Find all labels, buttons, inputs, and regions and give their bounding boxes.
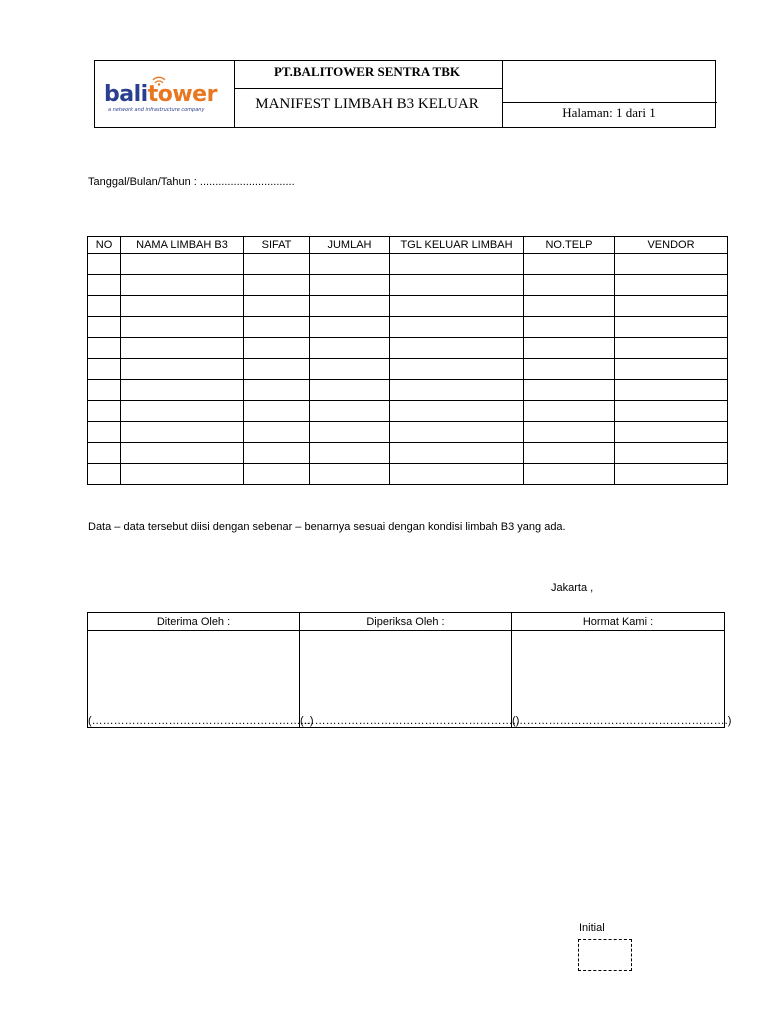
table-cell[interactable]: [88, 443, 121, 464]
signature-line: (…………………………………………………...): [88, 715, 314, 727]
table-cell[interactable]: [390, 401, 524, 422]
signature-table: [87, 612, 732, 728]
initial-label: Initial: [579, 922, 605, 934]
form-title: MANIFEST LIMBAH B3 KELUAR: [255, 96, 479, 112]
table-cell[interactable]: [390, 380, 524, 401]
table-cell[interactable]: [310, 338, 390, 359]
table-cell[interactable]: [310, 254, 390, 275]
table-cell[interactable]: [244, 401, 310, 422]
table-cell[interactable]: [615, 275, 728, 296]
table-row: [88, 422, 728, 443]
table-cell[interactable]: [310, 359, 390, 380]
waste-manifest-table: [87, 236, 728, 485]
table-row: [88, 464, 728, 485]
table-cell[interactable]: [244, 338, 310, 359]
signature-header-regards: Hormat Kami :: [512, 613, 725, 631]
table-cell[interactable]: [390, 443, 524, 464]
table-cell[interactable]: [244, 464, 310, 485]
table-cell[interactable]: [88, 296, 121, 317]
column-header-nama-limbah: NAMA LIMBAH B3: [121, 237, 244, 254]
table-row: [88, 296, 728, 317]
signature-row: [88, 631, 725, 728]
table-cell[interactable]: [244, 254, 310, 275]
table-cell[interactable]: [121, 422, 244, 443]
table-cell[interactable]: [310, 275, 390, 296]
date-line: Tanggal/Bulan/Tahun : ...............................: [88, 176, 295, 188]
balitower-logo: [104, 74, 228, 118]
table-cell[interactable]: [121, 464, 244, 485]
table-cell[interactable]: [121, 317, 244, 338]
table-cell[interactable]: [390, 422, 524, 443]
table-cell[interactable]: [390, 317, 524, 338]
table-cell[interactable]: [390, 296, 524, 317]
table-cell[interactable]: [615, 296, 728, 317]
signature-line: (………………………………………………….): [512, 715, 732, 727]
column-header-sifat: SIFAT: [244, 237, 310, 254]
initial-box[interactable]: [578, 939, 632, 971]
table-cell[interactable]: [244, 422, 310, 443]
table-cell[interactable]: [615, 443, 728, 464]
table-cell[interactable]: [615, 464, 728, 485]
table-cell[interactable]: [121, 401, 244, 422]
signature-cell-checked[interactable]: [300, 631, 520, 728]
table-row: [88, 254, 728, 275]
table-cell[interactable]: [310, 443, 390, 464]
signature-cell-regards[interactable]: [512, 631, 732, 728]
table-cell[interactable]: [121, 380, 244, 401]
table-cell[interactable]: [615, 338, 728, 359]
table-cell[interactable]: [310, 422, 390, 443]
logo-tagline: a network and infrastructure company: [108, 107, 205, 113]
table-cell[interactable]: [121, 254, 244, 275]
table-cell[interactable]: [524, 401, 615, 422]
table-cell[interactable]: [244, 296, 310, 317]
table-cell[interactable]: [121, 338, 244, 359]
table-cell[interactable]: [244, 380, 310, 401]
table-cell[interactable]: [88, 359, 121, 380]
table-cell[interactable]: [390, 464, 524, 485]
column-header-jumlah: JUMLAH: [310, 237, 390, 254]
signature-header-checked: Diperiksa Oleh :: [300, 613, 512, 631]
header-divider: [234, 88, 502, 89]
table-cell[interactable]: [88, 317, 121, 338]
table-cell[interactable]: [615, 317, 728, 338]
table-row: [88, 359, 728, 380]
table-cell[interactable]: [524, 443, 615, 464]
table-cell[interactable]: [244, 317, 310, 338]
table-row: [88, 401, 728, 422]
table-cell[interactable]: [524, 422, 615, 443]
table-cell[interactable]: [244, 443, 310, 464]
table-row: [88, 338, 728, 359]
table-cell[interactable]: [121, 443, 244, 464]
table-cell[interactable]: [615, 401, 728, 422]
declaration-note: Data – data tersebut diisi dengan sebenar – benarnya sesuai dengan kondisi limbah B3 yang ada.: [88, 521, 566, 533]
table-cell[interactable]: [524, 359, 615, 380]
table-cell[interactable]: [524, 296, 615, 317]
column-header-no-telp: NO.TELP: [524, 237, 615, 254]
table-cell[interactable]: [390, 359, 524, 380]
signature-header-row: [88, 613, 725, 631]
signature-header-received: Diterima Oleh :: [88, 613, 300, 631]
page-info: Halaman: 1 dari 1: [562, 105, 656, 120]
table-cell[interactable]: [615, 380, 728, 401]
table-row: [88, 317, 728, 338]
table-cell[interactable]: [524, 380, 615, 401]
table-cell[interactable]: [310, 296, 390, 317]
table-cell[interactable]: [390, 275, 524, 296]
table-cell[interactable]: [310, 464, 390, 485]
table-cell[interactable]: [88, 464, 121, 485]
signature-cell-received[interactable]: [88, 631, 314, 728]
table-cell[interactable]: [524, 338, 615, 359]
place-line: Jakarta ,: [551, 582, 594, 594]
company-name: PT.BALITOWER SENTRA TBK: [273, 64, 461, 79]
table-cell[interactable]: [121, 275, 244, 296]
table-cell[interactable]: [524, 254, 615, 275]
table-cell[interactable]: [121, 296, 244, 317]
signature-line: (………………………………………………….): [300, 715, 520, 727]
column-header-vendor: VENDOR: [615, 237, 728, 254]
table-row: [88, 380, 728, 401]
column-header-tgl-keluar: TGL KELUAR LIMBAH: [390, 237, 524, 254]
table-cell[interactable]: [244, 275, 310, 296]
table-cell[interactable]: [390, 254, 524, 275]
table-cell[interactable]: [615, 254, 728, 275]
table-cell[interactable]: [88, 338, 121, 359]
table-cell[interactable]: [390, 338, 524, 359]
table-cell[interactable]: [524, 464, 615, 485]
table-cell[interactable]: [121, 359, 244, 380]
column-header-no: NO: [88, 237, 121, 254]
table-cell[interactable]: [244, 359, 310, 380]
logo-wordmark: balitower: [104, 82, 217, 107]
header-divider: [502, 102, 717, 103]
table-cell[interactable]: [310, 380, 390, 401]
table-row: [88, 275, 728, 296]
table-cell[interactable]: [615, 422, 728, 443]
table-cell[interactable]: [88, 401, 121, 422]
table-cell[interactable]: [88, 275, 121, 296]
table-header-row: [88, 237, 728, 254]
table-cell[interactable]: [88, 380, 121, 401]
table-cell[interactable]: [524, 275, 615, 296]
table-cell[interactable]: [524, 317, 615, 338]
table-cell[interactable]: [310, 401, 390, 422]
table-cell[interactable]: [615, 359, 728, 380]
table-cell[interactable]: [88, 422, 121, 443]
table-cell[interactable]: [310, 317, 390, 338]
table-cell[interactable]: [88, 254, 121, 275]
table-row: [88, 443, 728, 464]
